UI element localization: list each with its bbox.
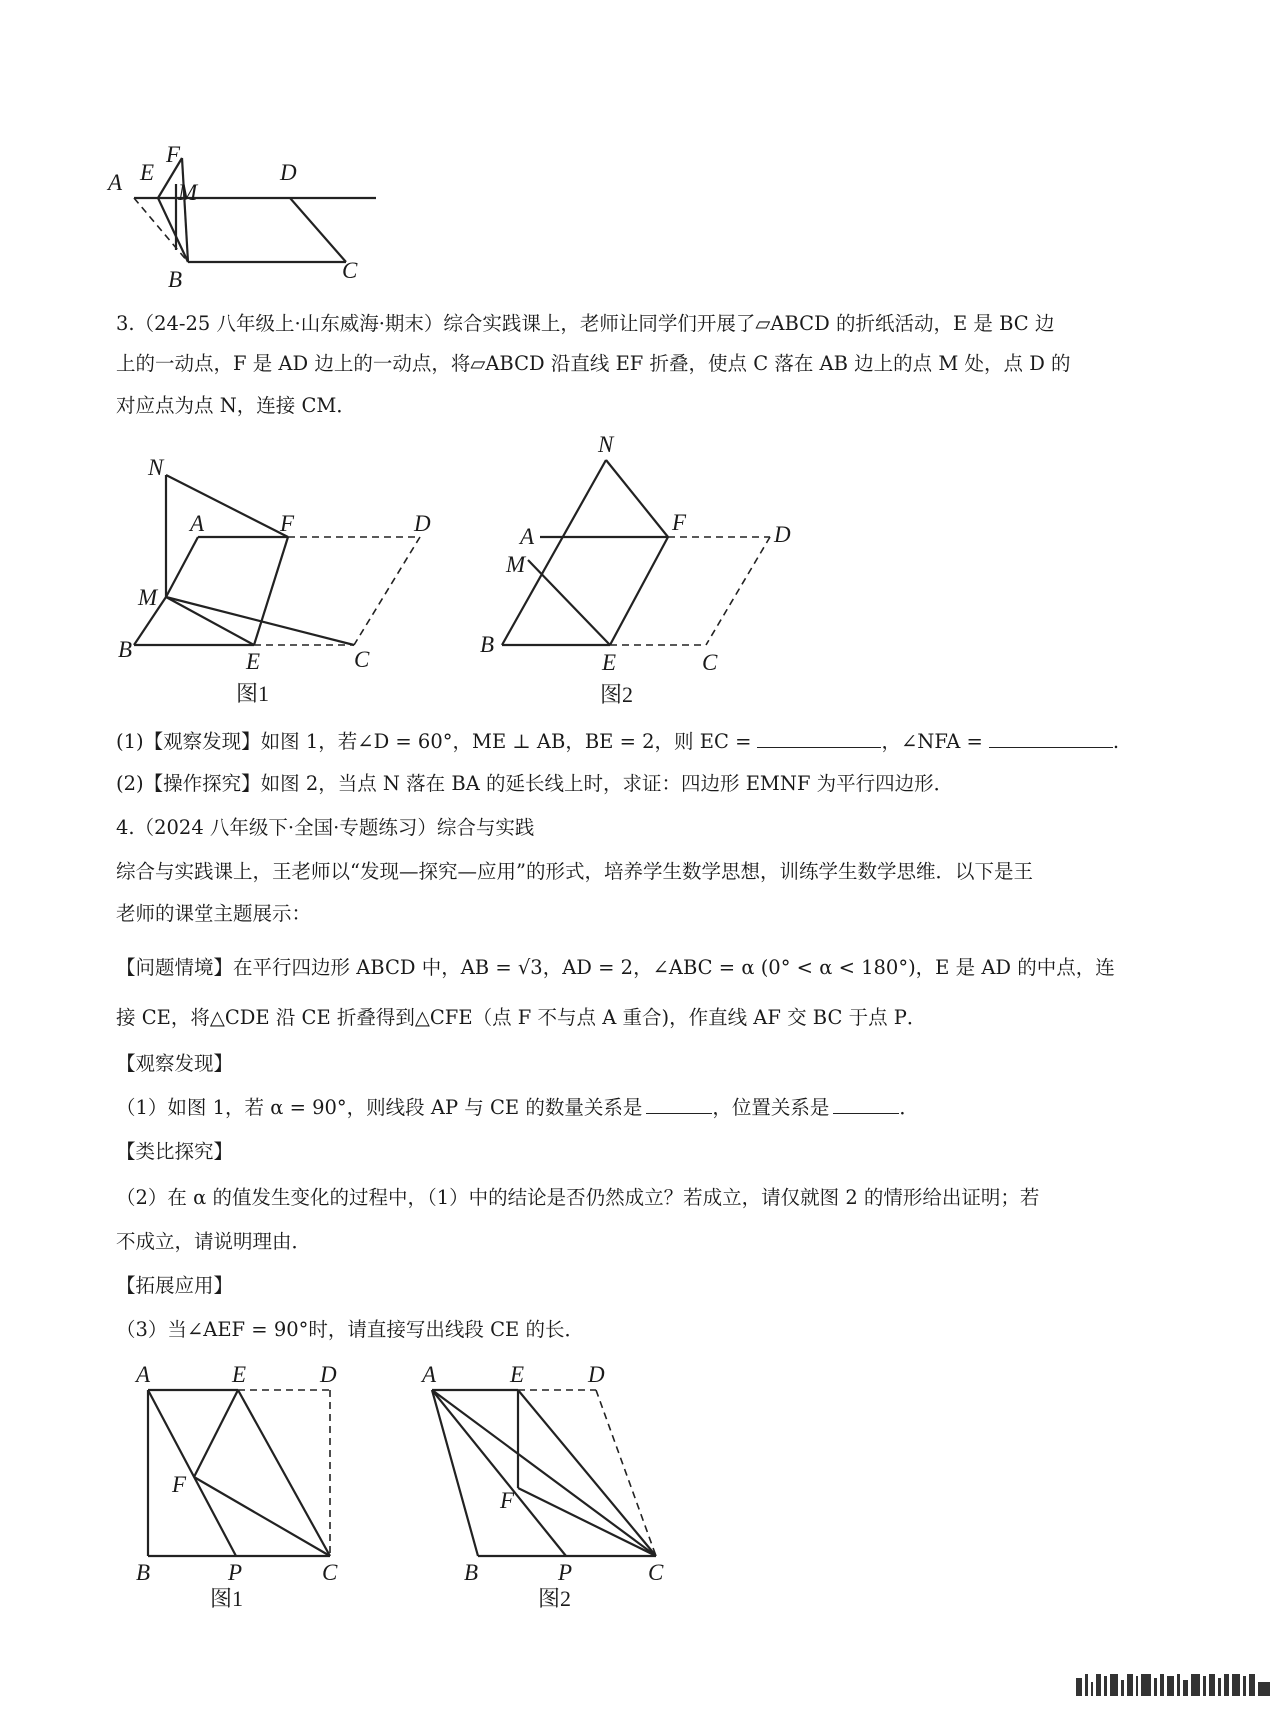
q3-part-1-end: . [1112, 730, 1120, 753]
label-A: A [136, 1362, 151, 1387]
label-F: F [672, 510, 687, 535]
label-P: P [228, 1560, 243, 1585]
label-F: F [172, 1472, 187, 1497]
q3-figure-1 [110, 445, 450, 710]
label-A: A [520, 524, 535, 549]
q4-intro-2: 老师的课堂主题展示： [116, 902, 312, 925]
label-M: M [178, 180, 198, 205]
answer-blank-quantity[interactable] [646, 1095, 712, 1114]
label-F: F [166, 142, 181, 167]
label-D: D [320, 1362, 337, 1387]
label-D: D [588, 1362, 605, 1387]
label-B: B [168, 267, 183, 292]
label-D: D [774, 522, 791, 547]
label-C: C [342, 258, 358, 283]
segment-FB [182, 158, 188, 262]
segment-AP [432, 1390, 566, 1556]
q4-observe-1-end: ． [899, 1096, 919, 1119]
label-A: A [422, 1362, 437, 1387]
segment-NF [606, 460, 668, 537]
q3-part-1-text-b: ，∠NFA = [881, 730, 983, 753]
segment-AM [166, 537, 198, 597]
segment-DC-dashed [706, 537, 770, 645]
label-E: E [510, 1362, 525, 1387]
caption: 图1 [210, 1586, 244, 1611]
segment-FE [610, 537, 668, 645]
segment-FE [254, 537, 288, 645]
q4-figure-1 [130, 1360, 350, 1610]
q4-situation-2: 接 CE，将△CDE 沿 CE 折叠得到△CFE（点 F 不与点 A 重合)，作直线 AF 交 BC 于点 P． [116, 1006, 927, 1029]
segment-EC [238, 1390, 330, 1556]
q3-line-2: 上的一动点，F 是 AD 边上的一动点，将▱ABCD 沿直线 EF 折叠，使点 C 落在 AB 边上的点 M 处，点 D 的 [116, 352, 1071, 375]
q4-observe-1-text-a: （1）如图 1，若 α = 90°，则线段 AP 与 CE 的数量关系是 [116, 1096, 643, 1119]
segment-DC [290, 198, 346, 262]
answer-blank-nfa[interactable] [989, 729, 1113, 748]
segment-AC [432, 1390, 656, 1556]
segment-ME [528, 560, 610, 645]
segment-EC [518, 1390, 656, 1556]
q3-part-1 [116, 728, 1176, 756]
label-D: D [414, 511, 431, 536]
figure-top-parallelogram [108, 142, 400, 292]
q4-analog-1: （2）在 α 的值发生变化的过程中，（1）中的结论是否仍然成立？若成立，请仅就图 2 的情形给出证明；若 [116, 1186, 1040, 1209]
caption: 图1 [236, 681, 270, 706]
label-B: B [480, 632, 495, 657]
q3-line-1: 3.（24-25 八年级上·山东威海·期末）综合实践课上，老师让同学们开展了▱ABCD 的折纸活动，E 是 BC 边 [116, 312, 1055, 335]
q3-figure-2 [470, 430, 810, 710]
label-N: N [148, 455, 164, 480]
segment-ME [166, 597, 254, 645]
segment-AP [148, 1390, 236, 1556]
segment-NF [166, 475, 288, 537]
q4-head: 4.（2024 八年级下·全国·专题练习）综合与实践 [116, 816, 535, 839]
caption: 图2 [538, 1586, 572, 1611]
q4-observe-title: 【观察发现】 [116, 1052, 234, 1075]
label-F: F [280, 511, 295, 536]
label-C: C [702, 650, 718, 675]
segment-EB [158, 198, 188, 262]
label-E: E [140, 160, 155, 185]
q4-analog-title: 【类比探究】 [116, 1140, 234, 1163]
label-B: B [464, 1560, 479, 1585]
label-M: M [506, 552, 526, 577]
q4-intro-1: 综合与实践课上，王老师以“发现—探究—应用”的形式，培养学生数学思想，训练学生数学思维．以下是王 [116, 860, 1033, 883]
label-A: A [190, 511, 205, 536]
q4-situation-1: 【问题情境】在平行四边形 ABCD 中，AB = √3，AD = 2，∠ABC = α (0° < α < 180°)，E 是 AD 的中点，连 [116, 956, 1115, 979]
q4-extend-title: 【拓展应用】 [116, 1274, 234, 1297]
q4-observe-1-text-b: ，位置关系是 [712, 1096, 830, 1119]
q4-observe-1 [116, 1094, 1176, 1122]
segment-EF [194, 1390, 238, 1477]
segment-AB-dashed [134, 198, 188, 262]
label-N: N [598, 432, 614, 457]
q4-figure-2 [420, 1360, 670, 1610]
footer-barcode [1076, 1670, 1270, 1696]
label-E: E [232, 1362, 247, 1387]
segment-MC [166, 597, 354, 645]
caption: 图2 [600, 682, 634, 707]
label-D: D [280, 160, 297, 185]
q3-part-2: (2)【操作探究】如图 2，当点 N 落在 BA 的延长线上时，求证：四边形 EMNF 为平行四边形． [116, 772, 954, 795]
label-B: B [118, 637, 133, 662]
answer-blank-ec[interactable] [757, 729, 881, 748]
label-E: E [246, 649, 261, 674]
label-M: M [138, 585, 158, 610]
label-C: C [354, 647, 370, 672]
answer-blank-position[interactable] [833, 1095, 899, 1114]
q3-part-1-text-a: (1)【观察发现】如图 1，若∠D = 60°，ME ⊥ AB，BE = 2，则 EC = [116, 730, 752, 753]
label-P: P [558, 1560, 573, 1585]
label-A: A [108, 170, 123, 195]
segment-DC-dashed [354, 537, 420, 645]
label-C: C [648, 1560, 664, 1585]
segment-AB [432, 1390, 478, 1556]
q4-analog-2: 不成立，请说明理由． [116, 1230, 312, 1253]
q4-extend-1: （3）当∠AEF = 90°时，请直接写出线段 CE 的长． [116, 1318, 584, 1341]
label-B: B [136, 1560, 151, 1585]
label-C: C [322, 1560, 338, 1585]
q3-line-3: 对应点为点 N，连接 CM． [116, 394, 356, 417]
label-E: E [602, 650, 617, 675]
label-F: F [500, 1488, 515, 1513]
